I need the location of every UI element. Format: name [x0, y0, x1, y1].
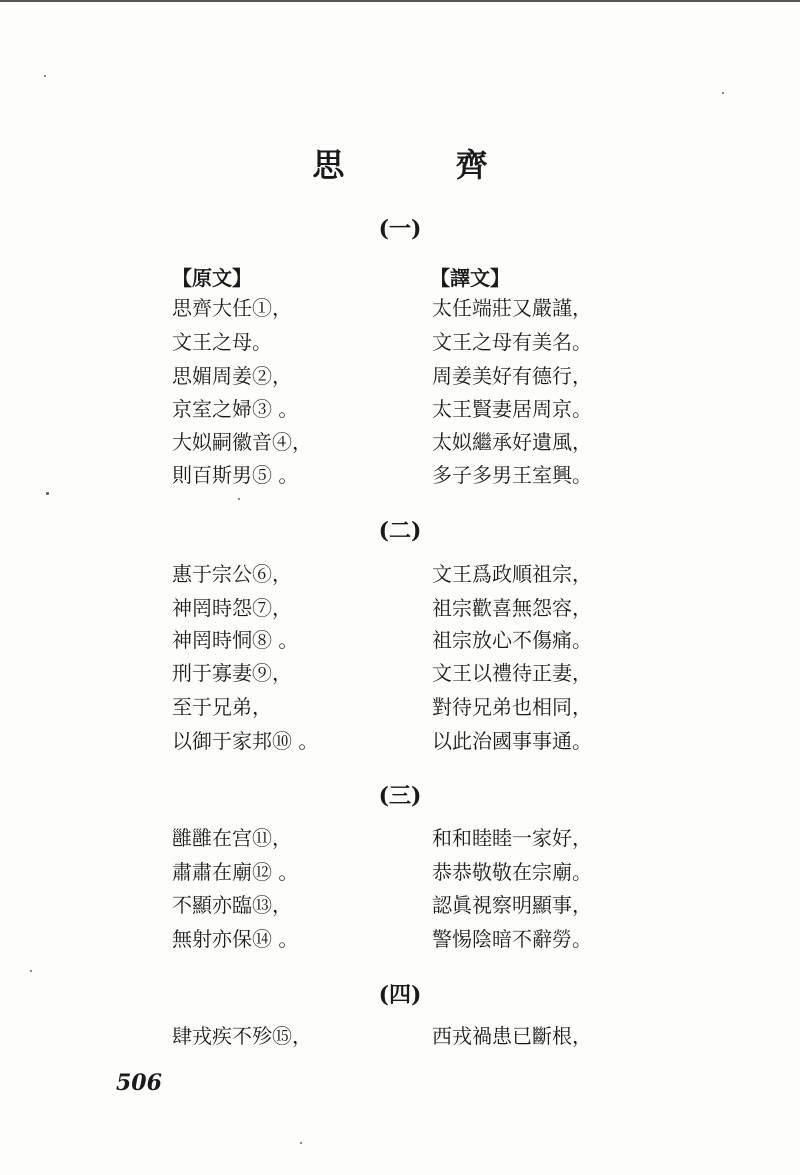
page-number: 506	[116, 1070, 162, 1096]
translation-line: 文王爲政順祖宗，	[432, 562, 592, 586]
translation-header: 【譯文】	[430, 266, 510, 290]
translation-line: 祖宗歡喜無怨容，	[432, 596, 592, 620]
original-line: 肅肅在廟⑫ 。	[172, 860, 299, 884]
scan-speck	[44, 75, 46, 77]
scan-speck	[722, 92, 724, 94]
original-line: 以御于家邦⑩ 。	[172, 729, 319, 753]
original-line: 京室之婦③ 。	[172, 397, 299, 421]
translation-line: 認眞視察明顯事，	[432, 893, 592, 917]
original-line: 神罔時恫⑧ 。	[172, 628, 299, 652]
original-line: 文王之母。	[172, 330, 272, 354]
original-line: 無射亦保⑭ 。	[172, 927, 299, 951]
translation-line: 對待兄弟也相同，	[432, 695, 592, 719]
section-heading-4: (四)	[378, 982, 422, 1008]
original-line: 肆戎疾不殄⑮，	[172, 1024, 312, 1048]
translation-line: 以此治國事事通。	[432, 729, 592, 753]
section-heading-3: (三)	[378, 783, 422, 809]
translation-line: 周姜美好有德行，	[432, 364, 592, 388]
top-border	[0, 0, 800, 2]
scan-speck	[30, 970, 32, 972]
translation-line: 警惕陰暗不辭勞。	[432, 927, 592, 951]
poem-title: 思 齊	[312, 146, 538, 184]
translation-line: 恭恭敬敬在宗廟。	[432, 860, 592, 884]
original-line: 至于兄弟，	[172, 695, 272, 719]
original-line: 大姒嗣徽音④，	[172, 430, 312, 454]
original-line: 神罔時怨⑦，	[172, 596, 292, 620]
translation-line: 太王賢妻居周京。	[432, 397, 592, 421]
section-heading-2: (二)	[378, 518, 422, 544]
scan-speck	[46, 492, 49, 495]
original-line: 思齊大任①，	[172, 296, 292, 320]
section-heading-1: (一)	[378, 216, 422, 242]
original-line: 不顯亦臨⑬，	[172, 893, 292, 917]
original-line: 思媚周姜②，	[172, 364, 292, 388]
translation-line: 和和睦睦一家好，	[432, 826, 592, 850]
original-text-header: 【原文】	[172, 266, 252, 290]
original-line: 刑于寡妻⑨，	[172, 661, 292, 685]
original-line: 雝雝在宫⑪，	[172, 826, 292, 850]
scan-speck	[238, 498, 240, 500]
translation-line: 文王之母有美名。	[432, 330, 592, 354]
original-line: 惠于宗公⑥，	[172, 562, 292, 586]
translation-line: 太任端莊又嚴謹，	[432, 296, 592, 320]
translation-line: 西戎禍患已斷根，	[432, 1024, 592, 1048]
translation-line: 文王以禮待正妻，	[432, 661, 592, 685]
scan-speck	[300, 1142, 302, 1144]
translation-line: 太姒繼承好遺風，	[432, 430, 592, 454]
translation-line: 祖宗放心不傷痛。	[432, 628, 592, 652]
original-line: 則百斯男⑤ 。	[172, 463, 299, 487]
translation-line: 多子多男王室興。	[432, 463, 592, 487]
